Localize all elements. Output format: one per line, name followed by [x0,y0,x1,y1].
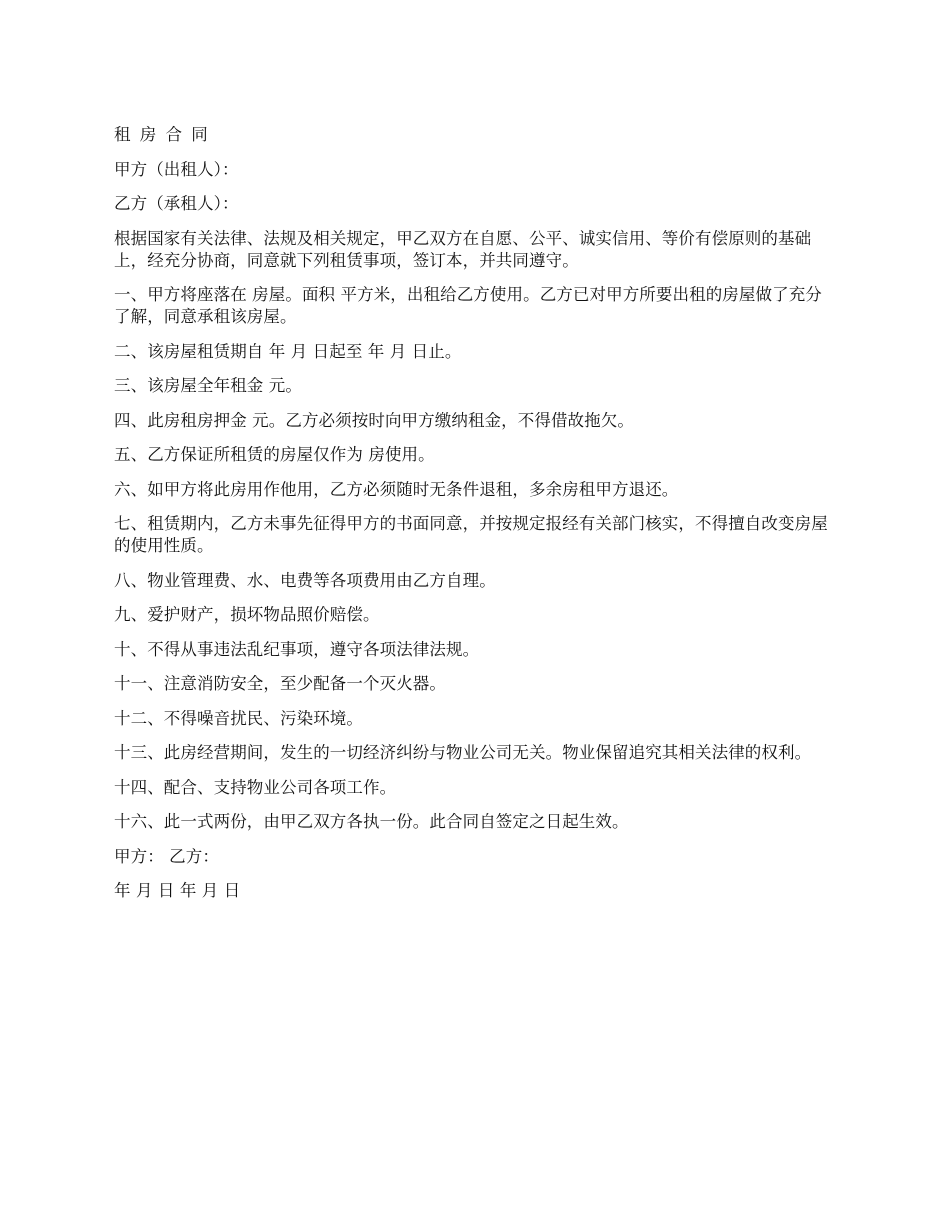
clause-11: 十一、注意消防安全，至少配备一个灭火器。 [114,674,446,693]
clause-6: 六、如甲方将此房用作他用，乙方必须随时无条件退租，多余房租甲方退还。 [114,479,679,499]
contract-document [114,124,838,915]
clause-8: 八、物业管理费、水、电费等各项费用由乙方自理。 [114,570,496,590]
clause-3: 三、该房屋全年租金 元。 [114,376,302,395]
clause-14: 十四、配合、支持物业公司各项工作。 [114,777,397,797]
clause-16: 十六、此一式两份，由甲乙双方各执一份。此合同自签定之日起生效。 [114,812,629,831]
clause-1: 一、甲方将座落在 房屋。面积 平方米，出租给乙方使用。乙方已对甲方所要出租的房屋做了充分了解，同意承租该房屋。 [114,285,822,326]
document-title: 租 房 合 同 [114,125,210,144]
clause-9: 九、爱护财产，损坏物品照价赔偿。 [114,605,380,624]
clause-4: 四、此房租房押金 元。乙方必须按时向甲方缴纳租金，不得借故拖欠。 [114,410,634,430]
clause-2: 二、该房屋租赁期自 年 月 日起至 年 月 日止。 [114,341,462,361]
party-a-line: 甲方（出租人）： [114,159,239,179]
date-line: 年 月 日 年 月 日 [114,881,241,900]
clause-5: 五、乙方保证所租赁的房屋仅作为 房使用。 [114,445,435,464]
clause-13: 十三、此房经营期间，发生的一切经济纠纷与物业公司无关。物业保留追究其相关法律的权利。 [114,743,812,762]
party-b-line: 乙方（承租人）： [114,194,239,213]
preamble-paragraph: 根据国家有关法律、法规及相关规定，甲乙双方在自愿、公平、诚实信用、等价有偿原则的基础上，经充分协商，同意就下列租赁事项，签订本，并共同遵守。 [114,228,812,270]
clause-12: 十二、不得噪音扰民、污染环境。 [114,708,363,728]
clause-10: 十、不得从事违法乱纪事项，遵守各项法律法规。 [114,639,480,659]
signature-line: 甲方： 乙方： [114,846,219,866]
clause-7: 七、租赁期内，乙方未事先征得甲方的书面同意，并按规定报经有关部门核实，不得擅自改变房屋的使用性质。 [114,514,828,555]
